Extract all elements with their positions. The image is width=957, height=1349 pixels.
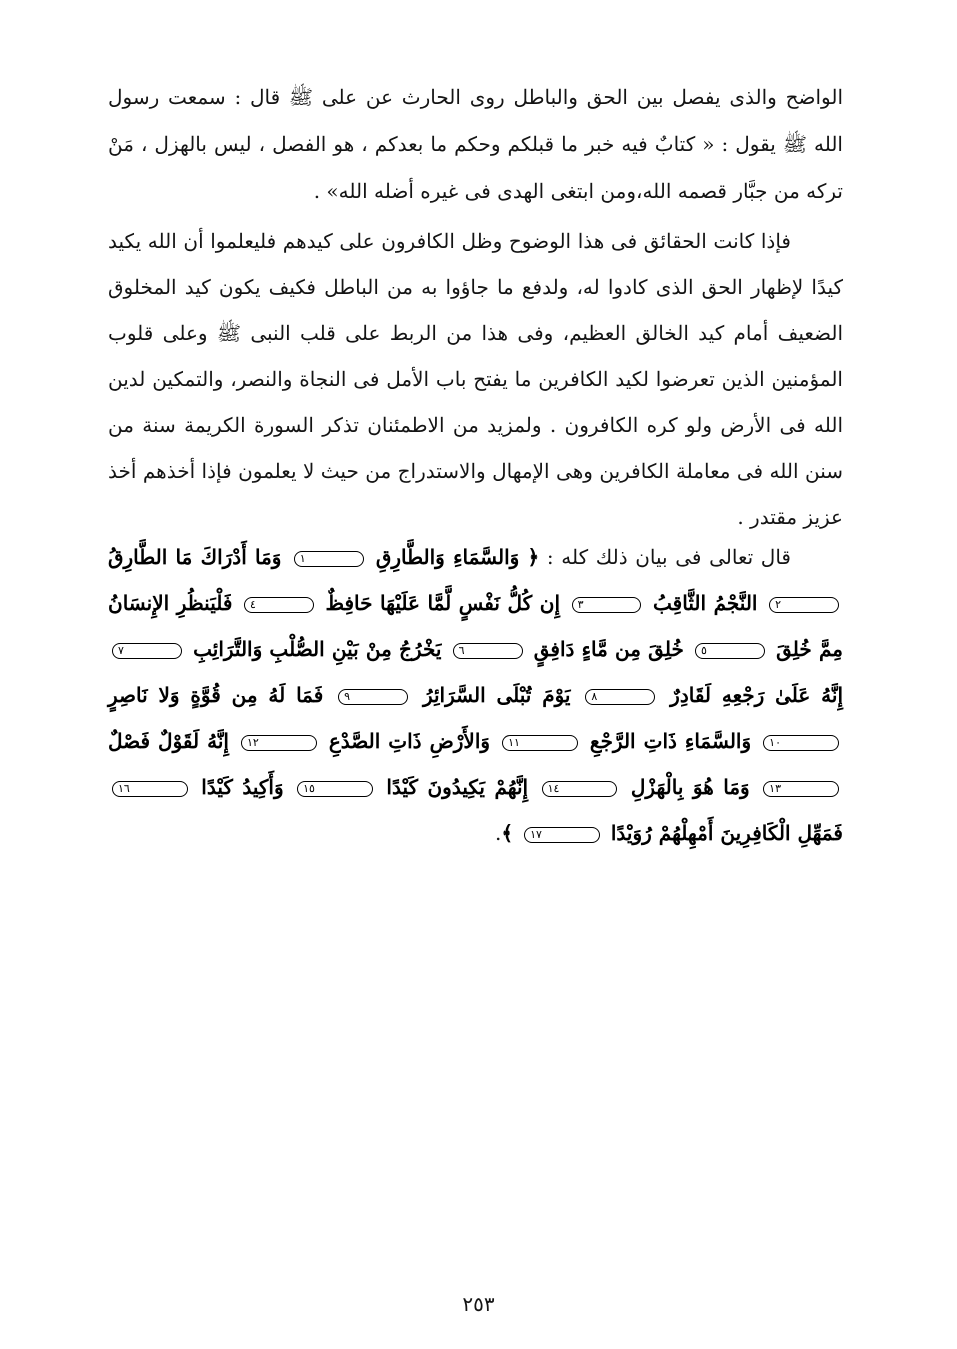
ayah-number: ٧	[112, 643, 182, 659]
ayah-number: ١٢	[241, 735, 317, 751]
quran-open-bracket: ﴿	[527, 545, 540, 569]
ayah-text: فَمَهِّلِ الْكَافِرِينَ أَمْهِلْهُمْ رُوَيْدًا	[610, 821, 843, 845]
ayah-text: فَلْيَنظُرِ الإِنسَانُ مِمَّ خُلِقَ	[108, 591, 843, 661]
paragraph-quran-passage	[108, 534, 843, 856]
ayah-number: ١٧	[524, 827, 600, 843]
page-number: ٢٥٣	[462, 1292, 495, 1316]
ayah-text: النَّجْمُ الثَّاقِبُ	[653, 591, 758, 615]
ayah-number: ١١	[502, 735, 578, 751]
quran-end-mark: .	[495, 821, 502, 845]
ayah-number: ١٥	[297, 781, 373, 797]
ayah-number: ١٠	[763, 735, 839, 751]
ayah-text: وَمَا أَدْرَاكَ مَا الطَّارِقُ	[108, 545, 282, 569]
ayah-number: ٣	[572, 597, 642, 613]
ayah-text: إِن كُلُّ نَفْسٍ لَّمَّا عَلَيْهَا حَافِظٌ	[325, 591, 560, 615]
ayah-text: يَخْرُجُ مِنْ بَيْنِ الصُّلْبِ وَالتَّرَائِبِ	[193, 637, 442, 661]
paragraph-hadith: الواضح والذى يفصل بين الحق والباطل روى الحارث عن على ﷺ قال : سمعت رسول الله ﷺ يقول : « كتابٌ فيه خبر ما قبلكم وحكم ما بعدكم ، هو الفصل ، ليس بالهزل ، مَنْ تركه من جبَّار قصمه الله،ومن ابتغى الهدى فى غيره أضله الله» .	[108, 85, 843, 203]
ayah-number: ٨	[585, 689, 655, 705]
ayah-number: ٥	[695, 643, 765, 659]
ayah-text: خُلِقَ مِن مَّاءٍ دَافِقٍ	[533, 637, 684, 661]
quran-intro: قال تعالى فى بيان ذلك كله :	[546, 545, 791, 569]
ayah-number: ٢	[769, 597, 839, 613]
ayah-number: ١٤	[542, 781, 618, 797]
ayah-number: ١	[294, 551, 364, 567]
ayah-text: فَمَا لَهُ مِن قُوَّةٍ وَلا نَاصِرٍ	[108, 683, 324, 707]
ayah-text: وَمَا هُوَ بِالْهَزْلِ	[630, 775, 750, 799]
ayah-text: وَالأَرْضِ ذَاتِ الصَّدْعِ	[328, 729, 491, 753]
ayah-text: وَأَكِيدُ كَيْدًا	[201, 775, 284, 799]
quran-close-bracket: ﴾	[501, 821, 514, 845]
ayah-number: ٩	[338, 689, 408, 705]
ayah-text: إِنَّهُ لَقَوْلٌ فَصْلٌ	[108, 729, 229, 753]
paragraph-kayd: فإذا كانت الحقائق فى هذا الوضوح وظل الكافرون على كيدهم فليعلموا أن الله يكيد كيدًا لإظهار الحق الذى كادوا له، ولدفع ما جاؤوا به من الباطل فكيف يكون كيد المخلوق الضعيف أمام كيد الخالق العظيم، وفى هذا من الربط على قلب النبى ﷺ وعلى قلوب المؤمنين الذين تعرضوا لكيد الكافرين ما يفتح باب الأمل فى النجاة والنصر، والتمكين لدين الله فى الأرض ولو كره الكافرون . ولمزيد من الاطمئنان تذكر السورة الكريمة سنة من سنن الله فى معاملة الكافرين وهى الإمهال والاستدراج من حيث لا يعلمون فإذا أخذهم أخذ عزيز مقتدر .	[108, 229, 844, 529]
ayah-number: ١٦	[112, 781, 188, 797]
ayah-text: إِنَّهُمْ يَكِيدُونَ كَيْدًا	[386, 775, 529, 799]
quran-verses	[108, 545, 843, 845]
ayah-text: وَالسَّمَاءِ ذَاتِ الرَّجْعِ	[589, 729, 752, 753]
ayah-number: ٤	[244, 597, 314, 613]
ayah-text: إِنَّهُ عَلَىٰ رَجْعِهِ لَقَادِرٌ	[670, 683, 844, 707]
ayah-text: يَوْمَ تُبْلَى السَّرَائِرُ	[422, 683, 571, 707]
ayah-text: وَالسَّمَاءِ وَالطَّارِقِ	[375, 545, 520, 569]
ayah-number: ١٣	[763, 781, 839, 797]
ayah-number: ٦	[453, 643, 523, 659]
